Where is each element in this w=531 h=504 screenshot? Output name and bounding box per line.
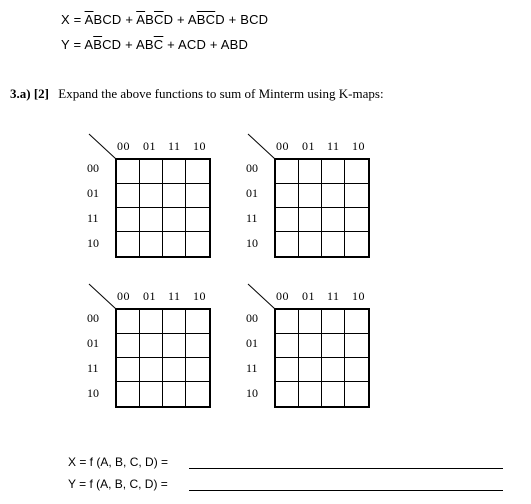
kmap-cell[interactable] <box>322 334 345 358</box>
kmap-top-left <box>87 134 247 259</box>
term: + <box>163 37 179 52</box>
term: D <box>163 12 174 27</box>
kmap-cell[interactable] <box>117 334 140 358</box>
kmap-row-label: 11 <box>246 211 258 225</box>
kmap-cell[interactable] <box>299 310 322 334</box>
kmap-cell[interactable] <box>276 208 299 232</box>
kmap-cell[interactable] <box>345 160 368 184</box>
kmap-row-label: 00 <box>87 161 99 175</box>
kmap-cell[interactable] <box>163 358 186 382</box>
kmap-cell[interactable] <box>322 160 345 184</box>
kmap-cell[interactable] <box>345 208 368 232</box>
term: + <box>224 12 241 27</box>
kmap-col-label: 00 <box>276 139 289 153</box>
term: ACD <box>178 37 207 52</box>
complemented-term: $\overline{A}$ <box>136 12 146 27</box>
term: D <box>215 12 225 27</box>
kmap-cell[interactable] <box>299 382 322 406</box>
kmap-grid <box>115 158 211 258</box>
kmap-cell[interactable] <box>186 208 209 232</box>
complemented-term: $\overline{BC}$ <box>196 12 216 27</box>
question-number: 3.a) [2] <box>10 86 49 101</box>
y-lhs: Y <box>61 37 70 52</box>
kmap-cell[interactable] <box>163 232 186 256</box>
kmap-cell[interactable] <box>117 232 140 256</box>
kmap-cell[interactable] <box>276 160 299 184</box>
kmap-cell[interactable] <box>140 160 163 184</box>
kmap-cell[interactable] <box>345 232 368 256</box>
kmap-cell[interactable] <box>140 184 163 208</box>
kmap-cell[interactable] <box>345 382 368 406</box>
kmap-cell[interactable] <box>186 358 209 382</box>
kmap-cell[interactable] <box>163 184 186 208</box>
kmap-row-label: 01 <box>87 186 99 200</box>
kmap-top-right <box>246 134 406 259</box>
kmap-cell[interactable] <box>322 310 345 334</box>
kmap-cell[interactable] <box>276 310 299 334</box>
kmap-cell[interactable] <box>276 184 299 208</box>
kmap-cell[interactable] <box>163 208 186 232</box>
kmap-row-label: 10 <box>246 236 258 250</box>
question-text: Expand the above functions to sum of Minterm using K-maps: <box>58 86 384 101</box>
kmap-cell[interactable] <box>276 232 299 256</box>
kmap-row-label: 00 <box>246 311 258 325</box>
equation-x <box>61 12 268 27</box>
kmap-cell[interactable] <box>345 184 368 208</box>
kmap-cell[interactable] <box>117 208 140 232</box>
kmap-cell[interactable] <box>276 382 299 406</box>
kmap-cell[interactable] <box>299 334 322 358</box>
kmap-cell[interactable] <box>299 184 322 208</box>
kmap-row-label: 01 <box>87 336 99 350</box>
kmap-cell[interactable] <box>140 382 163 406</box>
kmap-col-label: 01 <box>143 139 156 153</box>
y-equals: = <box>69 37 85 52</box>
term: + <box>173 12 188 27</box>
answer-x-label: X = f (A, B, C, D) = <box>68 455 169 469</box>
kmap-cell[interactable] <box>117 358 140 382</box>
term: + <box>121 37 136 52</box>
kmap-cell[interactable] <box>140 310 163 334</box>
kmap-cell[interactable] <box>299 160 322 184</box>
kmap-cell[interactable] <box>322 358 345 382</box>
term: + <box>121 12 137 27</box>
kmap-col-label: 11 <box>168 289 181 303</box>
kmap-col-label: 11 <box>168 139 181 153</box>
kmap-cell[interactable] <box>140 232 163 256</box>
x-equals: = <box>69 12 85 27</box>
equation-y <box>61 37 248 52</box>
kmap-cell[interactable] <box>276 334 299 358</box>
kmap-cell[interactable] <box>322 232 345 256</box>
kmap-col-label: 10 <box>352 139 365 153</box>
answer-y-line[interactable] <box>189 490 503 491</box>
term: CD <box>102 37 122 52</box>
term: BCD <box>93 12 122 27</box>
kmap-grid <box>115 308 211 408</box>
kmap-col-label: 10 <box>352 289 365 303</box>
kmap-cell[interactable] <box>186 382 209 406</box>
x-lhs: X <box>61 12 70 27</box>
term: A <box>84 37 94 52</box>
answer-x-line[interactable] <box>189 468 503 469</box>
kmap-cell[interactable] <box>186 310 209 334</box>
kmap-cell[interactable] <box>117 310 140 334</box>
kmap-cell[interactable] <box>117 184 140 208</box>
kmap-cell[interactable] <box>186 184 209 208</box>
kmap-col-label: 11 <box>327 289 340 303</box>
kmap-col-label: 00 <box>117 139 130 153</box>
kmap-row-label: 01 <box>246 186 258 200</box>
kmap-cell[interactable] <box>140 334 163 358</box>
complemented-term: $\overline{A}$ <box>84 12 94 27</box>
kmap-row-label: 11 <box>246 361 258 375</box>
term: + <box>206 37 221 52</box>
kmap-cell[interactable] <box>117 160 140 184</box>
term: AB <box>135 37 154 52</box>
kmap-cell[interactable] <box>299 208 322 232</box>
kmap-col-label: 11 <box>327 139 340 153</box>
kmap-row-label: 00 <box>246 161 258 175</box>
kmap-cell[interactable] <box>299 232 322 256</box>
kmap-cell[interactable] <box>345 358 368 382</box>
kmap-bottom-left <box>87 284 247 409</box>
kmap-col-label: 01 <box>302 289 315 303</box>
kmap-cell[interactable] <box>186 232 209 256</box>
kmap-bottom-right <box>246 284 406 409</box>
kmap-grid <box>274 158 370 258</box>
kmap-cell[interactable] <box>117 382 140 406</box>
kmap-cell[interactable] <box>163 310 186 334</box>
kmap-col-label: 00 <box>276 289 289 303</box>
complemented-term: $\overline{C}$ <box>153 37 164 52</box>
kmap-row-label: 10 <box>246 386 258 400</box>
kmap-row-label: 11 <box>87 211 99 225</box>
kmap-grid <box>274 308 370 408</box>
term: B <box>145 12 154 27</box>
kmap-cell[interactable] <box>322 382 345 406</box>
term: A <box>187 12 197 27</box>
kmap-cell[interactable] <box>140 208 163 232</box>
kmap-row-label: 10 <box>87 386 99 400</box>
kmap-col-label: 10 <box>193 139 206 153</box>
kmap-cell[interactable] <box>140 358 163 382</box>
complemented-term: $\overline{C}$ <box>153 12 164 27</box>
kmap-row-label: 11 <box>87 361 99 375</box>
term: BCD <box>240 12 269 27</box>
term: ABD <box>220 37 249 52</box>
kmap-cell[interactable] <box>186 334 209 358</box>
kmap-cell[interactable] <box>163 160 186 184</box>
complemented-term: $\overline{B}$ <box>93 37 103 52</box>
kmap-cell[interactable] <box>276 358 299 382</box>
answer-y-label: Y = f (A, B, C, D) = <box>68 477 168 491</box>
kmap-row-label: 01 <box>246 336 258 350</box>
kmap-cell[interactable] <box>322 184 345 208</box>
kmap-cell[interactable] <box>186 160 209 184</box>
kmap-cell[interactable] <box>345 310 368 334</box>
kmap-col-label: 00 <box>117 289 130 303</box>
kmap-col-label: 01 <box>143 289 156 303</box>
kmap-cell[interactable] <box>163 382 186 406</box>
kmap-cell[interactable] <box>322 208 345 232</box>
kmap-cell[interactable] <box>299 358 322 382</box>
kmap-col-label: 01 <box>302 139 315 153</box>
kmap-row-label: 00 <box>87 311 99 325</box>
question-3a <box>10 86 384 102</box>
kmap-cell[interactable] <box>345 334 368 358</box>
kmap-cell[interactable] <box>163 334 186 358</box>
kmap-row-label: 10 <box>87 236 99 250</box>
kmap-col-label: 10 <box>193 289 206 303</box>
